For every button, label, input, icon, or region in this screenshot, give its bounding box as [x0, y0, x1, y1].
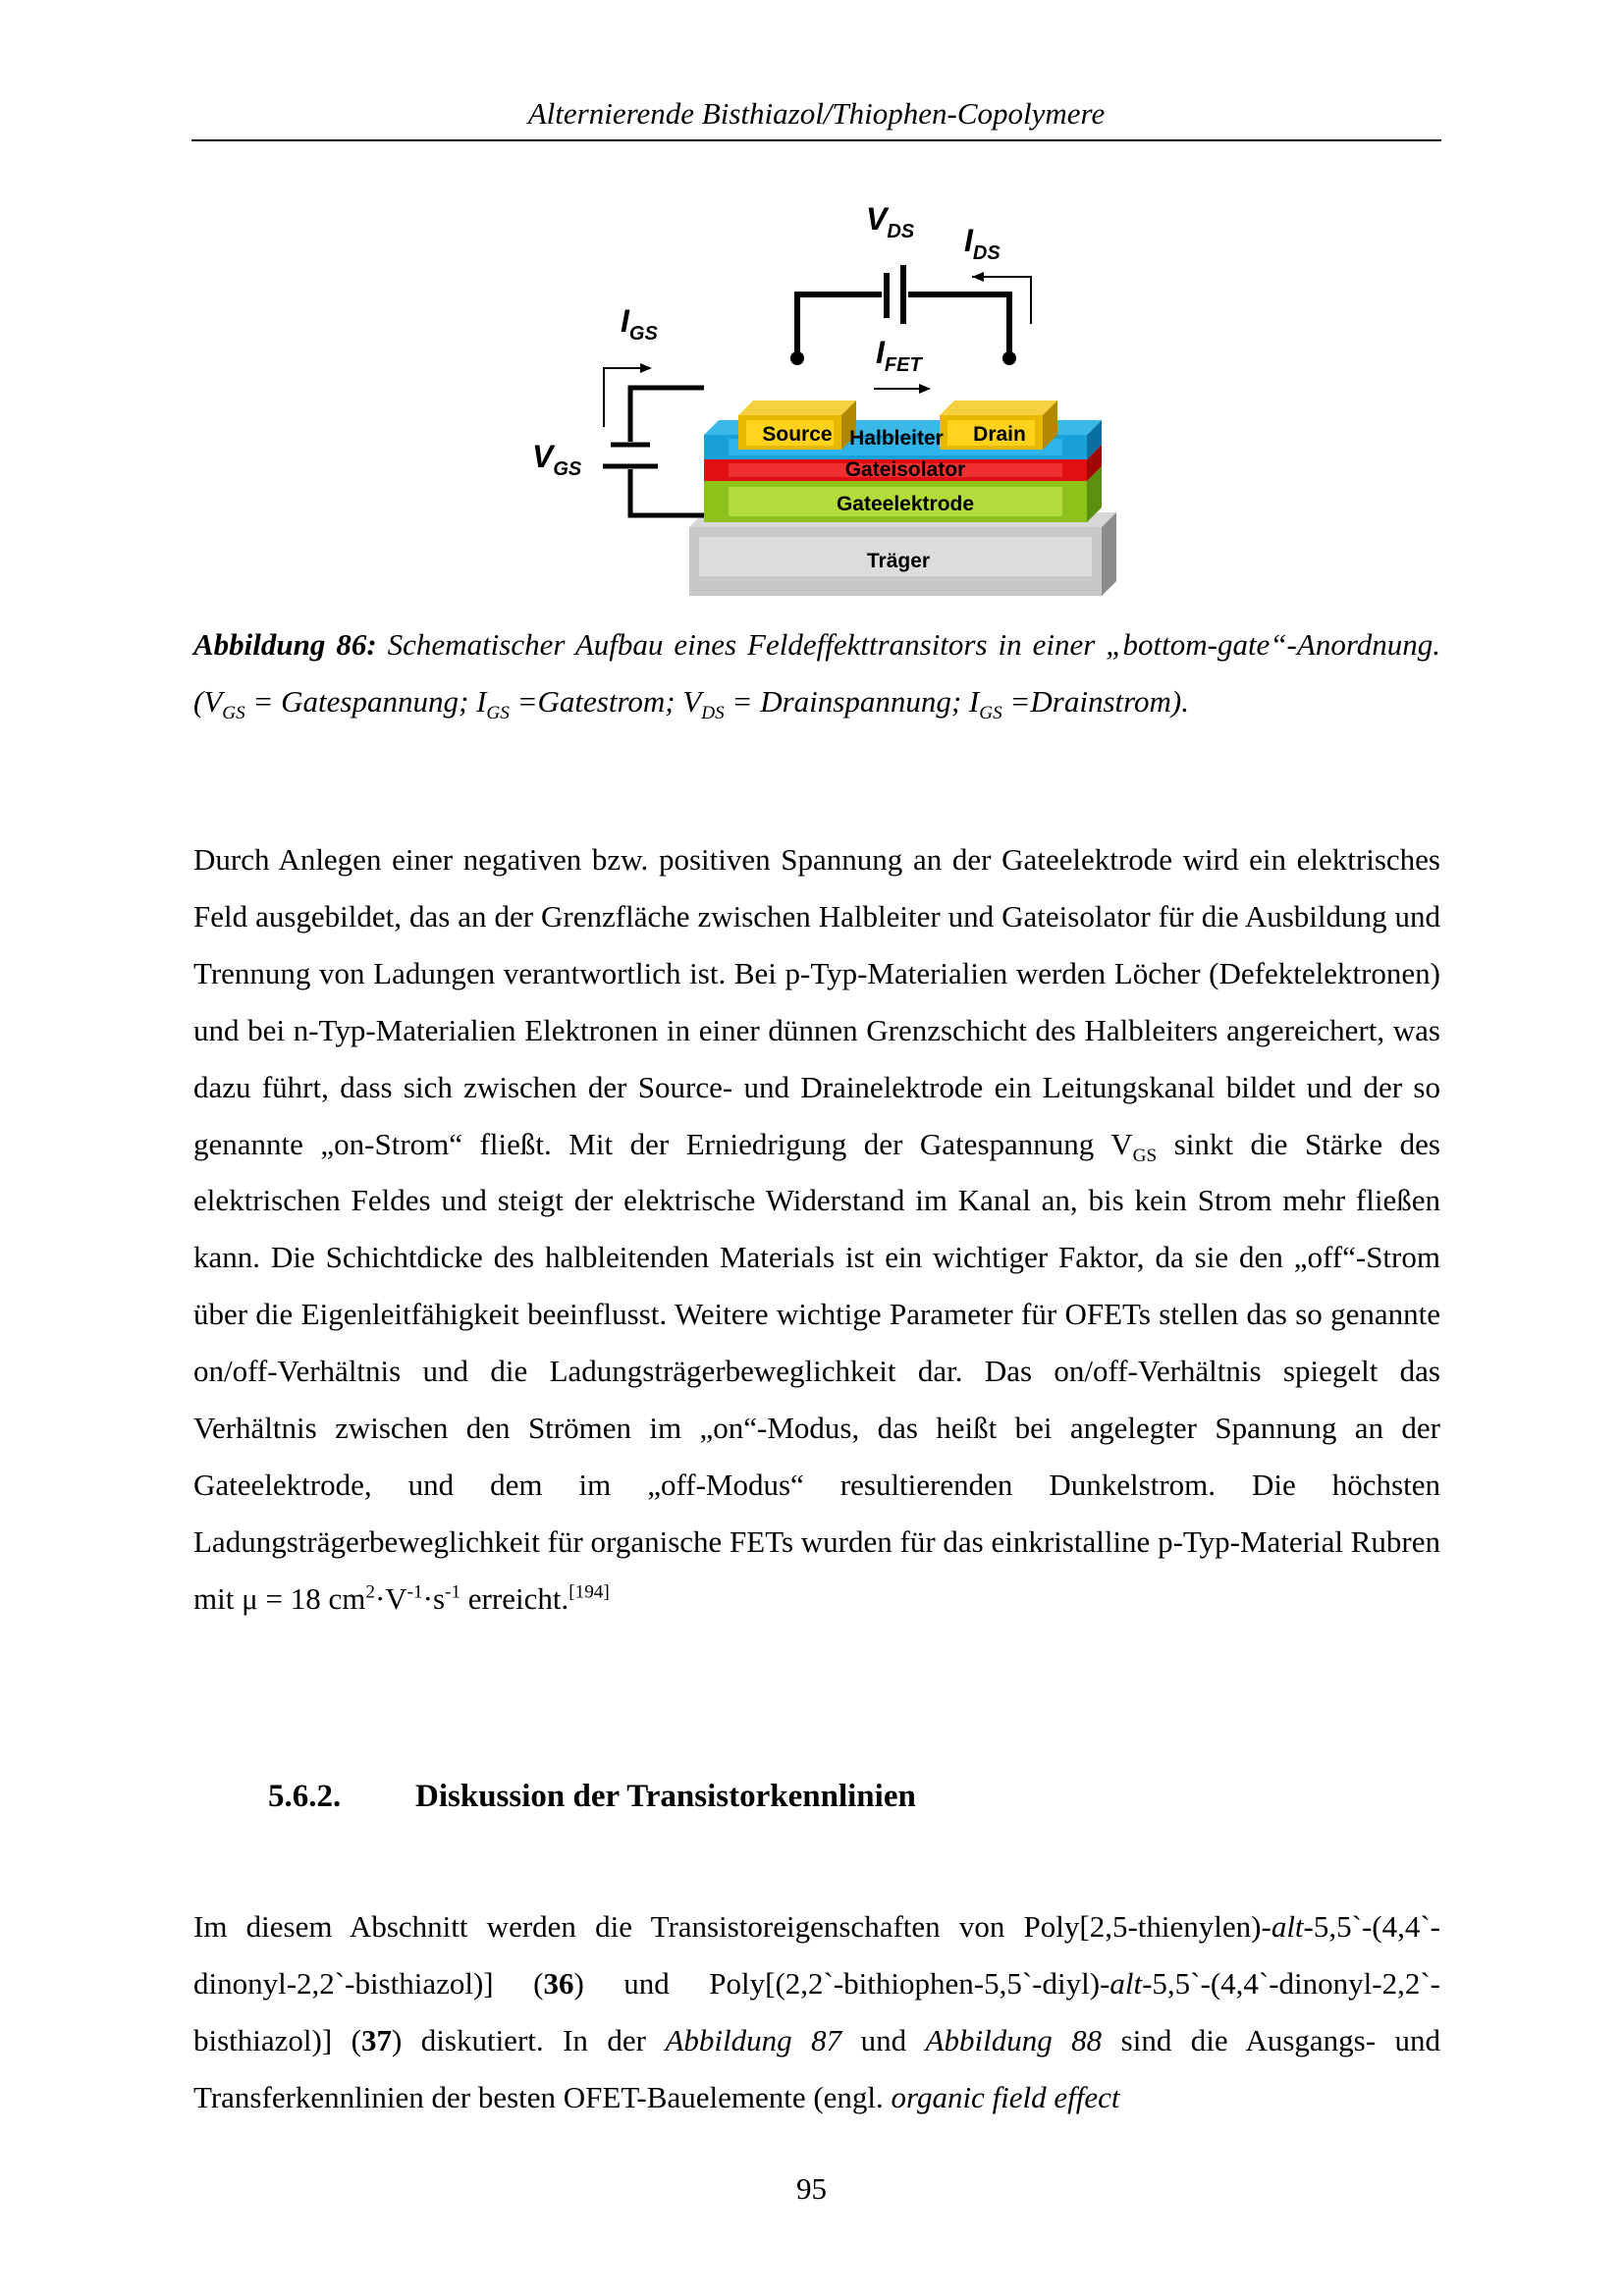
gateisolator-label: Gateisolator [844, 458, 966, 481]
vds-wire-left [797, 294, 882, 358]
igs-arrowhead [640, 363, 652, 373]
ids-label: $I_{DS}$ [964, 223, 1001, 264]
traeger-label: Träger [866, 550, 931, 572]
vgs-label: $V_{GS}$ [532, 439, 582, 480]
source-contact-dot [790, 351, 804, 365]
vds-wire-right [908, 294, 1009, 358]
caption-label: Abbildung 86: [193, 627, 377, 662]
drain-electrode-top [940, 400, 1057, 415]
vds-label: $V_{DS}$ [866, 201, 915, 242]
gateelektrode-label: Gateelektrode [836, 493, 975, 515]
running-header: Alternierende Bisthiazol/Thiophen-Copolymere [527, 96, 1106, 131]
figure-ref-87[interactable]: Abbildung 87 [665, 2022, 842, 2057]
section-number: 5.6.2. [268, 1779, 342, 1814]
ifet-label: $I_{FET}$ [876, 335, 922, 376]
citation-194[interactable]: [194] [568, 1581, 610, 1603]
section-heading [268, 1777, 916, 1816]
header-rule [191, 139, 1441, 141]
source-label: Source [762, 423, 833, 446]
section-title: Diskussion der Transistorkennlinien [415, 1779, 916, 1814]
ids-arrow-line [972, 277, 1031, 324]
ifet-arrowhead [919, 384, 931, 394]
paragraph-transistor-discussion: Im diesem Abschnitt werden die Transistoreigenschaften von Poly[2,5-thienylen)-alt-5,5`-(4,4`-dinonyl-2,2`-bisthiazol)] (36) und Poly[(2,2`-bithiophen-5,5`-diyl)-alt-5,5`-(4,4`-dinonyl-2,2`-bisthiazol)] (37) diskutiert. In der Abbildung 87 und Abbildung 88 sind die Ausgangs- und Transferkennlinien der besten OFET-Bauelemente (engl. organic field effect [193, 1909, 1441, 2114]
igs-arrow-line [604, 368, 648, 427]
vgs-wire-bottom [630, 469, 704, 515]
igs-label: $I_{GS}$ [621, 303, 658, 345]
paragraph-ofet-principle: Durch Anlegen einer negativen bzw. positiven Spannung an der Gateelektrode wird ein elektrisches Feld ausgebildet, das an der Grenzfläche zwischen Halbleiter und Gateisolator für die Ausbildung und Trennung von Ladungen verantwortlich ist. Bei p-Typ-Materialien werden Löcher (Defektelektronen) und bei n-Typ-Materialien Elektronen in einer dünnen Grenzschicht des Halbleiters angereichert, was dazu führt, dass sich zwischen der Source- und Drainelektrode ein Leitungskanal bildet und der so genannte „on-Strom“ fließt. Mit der Erniedrigung der Gatespannung $V_{GS}$ sinkt die Stärke des elektrischen Feldes und steigt der elektrische Widerstand im Kanal an, bis kein Strom mehr fließen kann. Die Schichtdicke des halbleitenden Materials ist ein wichtiger Faktor, da sie den „off“-Strom über die Eigenleitfähigkeit beeinflusst. Weitere wichtige Parameter für OFETs stellen das so genannte on/off-Verhältnis und die Ladungsträgerbeweglichkeit dar. Das on/off-Verhältnis spiegelt das Verhältnis zwischen den Strömen im „on“-Modus, das heißt bei angelegter Spannung an der Gateelektrode, und dem im „off-Modus“ resultierenden Dunkelstrom. Die höchsten Ladungsträgerbeweglichkeit für organische FETs wurden für das einkristalline p-Typ-Material Rubren mit μ = 18 $cm^2\cdot V^{-1}\cdot s^{-1}$ erreicht.[194] [193, 842, 1441, 1616]
ofet-schematic-svg [520, 196, 1129, 609]
page-number: 95 [796, 2171, 827, 2206]
drain-contact-dot [1002, 351, 1016, 365]
source-electrode-top [738, 400, 856, 415]
ofet-schematic-figure [520, 196, 1129, 609]
vgs-wire-top [630, 388, 704, 442]
ids-arrowhead [972, 272, 984, 282]
drain-label: Drain [973, 423, 1026, 446]
figure-ref-88[interactable]: Abbildung 88 [925, 2022, 1103, 2057]
figure-caption: Abbildung 86: Schematischer Aufbau eines Feldeffekttransitors in einer „bottom-gate“-Anordnung. ($V_{GS}$ = Gatespannung; $I_{GS}$ =Gatestrom; $V_{DS}$ = Drainspannung; $I_{GS}$ =Drainstrom). [193, 627, 1440, 724]
halbleiter-label: Halbleiter [849, 427, 944, 450]
